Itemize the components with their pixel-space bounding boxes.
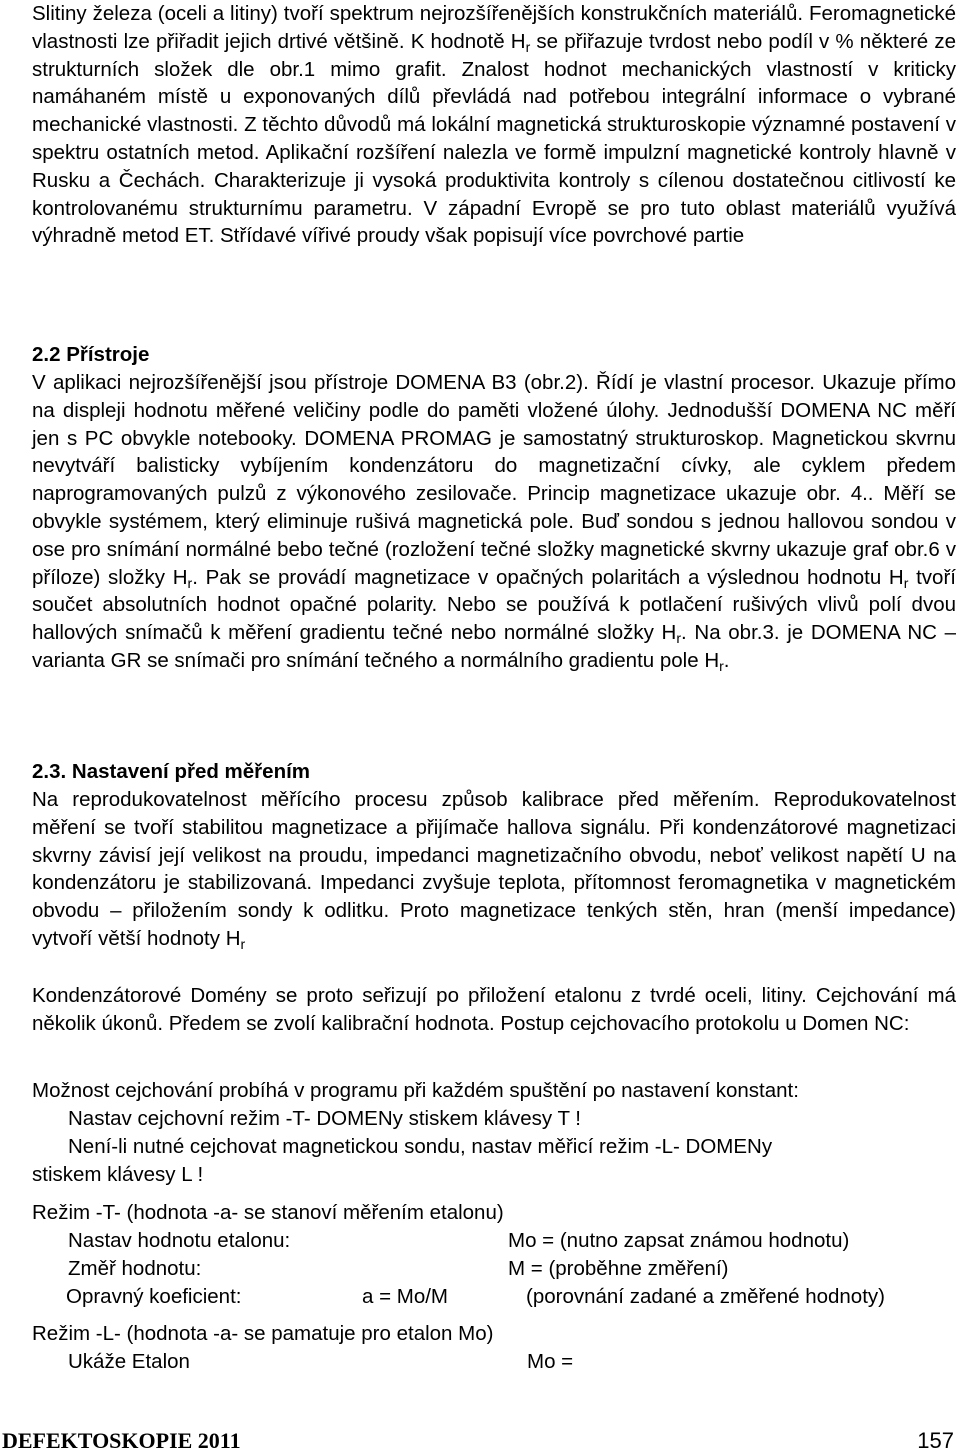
section-2-3-paragraph-1 bbox=[32, 786, 956, 953]
section-2-3-paragraph-3: Možnost cejchování probíhá v programu při každém spuštění po nastavení konstant: bbox=[32, 1079, 799, 1102]
section-2-3-paragraph-2: Kondenzátorové Domény se proto seřizují po přiložení etalonu z tvrdé oceli, litiny. Cejchování má několik úkonů. Předem se zvolí kalibrační hodnota. Postup cejchovacího protokolu u Domen NC: bbox=[32, 984, 956, 1035]
subscript-r: r bbox=[676, 630, 682, 647]
s22-text-1: V aplikaci nejrozšířenější jsou přístroje DOMENA B3 (obr.2). Řídí je vlastní procesor. Ukazuje přímo na displeji hodnotu měřené veličiny podle do paměti vložené úlohy. Jednodušší DOMENA NC měří jen s PC obvykle notebooky. DOMENA PROMAG je samostatný strukturoskop. Magnetickou skvrnu nevytváří balisticky vybíjením kondenzátoru do magnetizační cívky, ale cyklem předem naprogramovaných pulzů z výkonového zesilovače. Princip magnetizace ukazuje obr. 4.. Měří se obvykle systémem, který eliminuje rušivá magnetická pole. Buď sondou s jednou hallovou sondou v ose pro snímání normálné bebo tečné (rozložení tečné složky magnetické skvrny ukazuje graf obr.6 v příloze) složky H bbox=[32, 371, 956, 589]
subscript-r: r bbox=[240, 935, 246, 952]
s22-text-4: . Na obr.3. je DOMENA NC – varianta GR se snímači pro snímání tečného a normálního gradientu pole H bbox=[32, 621, 956, 672]
intro-text-2: se přiřazuje tvrdost nebo podíl v % některé ze strukturních složek dle obr.1 mimo grafit. Znalost hodnot mechanických vlastností v kriticky namáhaném místě u exponovaných dílů převládá nad potřebou integrální informace o vybrané mechanické vlastnosti. Z těchto důvodů má lokální magnetická strukturoskopie významné postavení v spektru ostatních metod. Aplikační rozšíření nalezla ve formě impulzní magnetické kontroly hlavně v Rusku a Čechách. Charakterizuje ji vysoká produktivita kontroly s cílenou dostatečnou citlivostí ke kontrolovanému strukturnímu parametru. V západní Evropě se pro tuto oblast materiálů využívá výhradně metod ET. Střídavé vířivé proudy však popisují více povrchové partie bbox=[32, 29, 956, 248]
subscript-r: r bbox=[187, 574, 193, 591]
mode-t-row-label: Změř hodnotu: bbox=[68, 1257, 202, 1280]
s22-text-3: tvoří součet absolutních hodnot opačné polarity. Nebo se používá k potlačení rušivých vlivů polí dvou hallových snímačů k měření gradientu tečné nebo normálné složky H bbox=[32, 565, 956, 645]
section-2-2-paragraph bbox=[32, 369, 956, 675]
subscript-r: r bbox=[903, 574, 909, 591]
calibration-step-2-continued: stiskem klávesy L ! bbox=[32, 1163, 204, 1186]
calibration-step-1: Nastav cejchovní režim -T- DOMENy stiskem klávesy T ! bbox=[68, 1107, 581, 1130]
s23-text-1: Na reprodukovatelnost měřícího procesu způsob kalibrace před měřením. Reprodukovatelnost měření se tvoří stabilitou magnetizace a přijímače hallova signálu. Při kondenzátorové magnetizaci skvrny závisí její velikost na proudu, impedanci magnetizačního obvodu, neboť velikost napětí U na kondenzátoru je stabilizovaná. Impedanci zvyšuje teplota, přítomnost feromagnetika v magnetickém obvodu – přiložením sondy k odlitku. Proto magnetizace tenkých stěn, hran (menší impedance) vytvoří větší hodnoty H bbox=[32, 788, 956, 950]
s22-text-2: . Pak se provádí magnetizace v opačných polaritách a výslednou hodnotu H bbox=[192, 565, 904, 589]
mode-l-title: Režim -L- (hodnota -a- se pamatuje pro etalon Mo) bbox=[32, 1322, 494, 1345]
subscript-r: r bbox=[719, 657, 724, 674]
calibration-step-2: Není-li nutné cejchovat magnetickou sondu, nastav měřicí režim -L- DOMENy bbox=[68, 1135, 773, 1158]
mode-t-row-label: Nastav hodnotu etalonu: bbox=[68, 1229, 291, 1252]
mode-t-row-value: M = (proběhne změření) bbox=[508, 1257, 729, 1280]
mode-t-row-value: (porovnání zadané a změřené hodnoty) bbox=[526, 1285, 885, 1308]
intro-paragraph bbox=[32, 0, 956, 250]
section-2-3-title: 2.3. Nastavení před měřením bbox=[32, 760, 311, 783]
mode-t-title: Režim -T- (hodnota -a- se stanoví měřením etalonu) bbox=[32, 1201, 504, 1224]
mode-t-row-value: Mo = (nutno zapsat známou hodnotu) bbox=[508, 1229, 850, 1252]
s22-text-5: . bbox=[723, 648, 730, 672]
journal-name: DEFEKTOSKOPIE 2011 bbox=[2, 1428, 241, 1453]
mode-t-row-formula: a = Mo/M bbox=[362, 1285, 449, 1308]
mode-l-row-value: Mo = bbox=[527, 1350, 574, 1373]
section-2-2-title: 2.2 Přístroje bbox=[32, 343, 150, 366]
mode-l-row-label: Ukáže Etalon bbox=[68, 1350, 190, 1373]
intro-text-1: Slitiny železa (oceli a litiny) tvoří spektrum nejrozšířenějších konstrukčních materiálů. Feromagnetické vlastnosti lze přiřadit jejich drtivé většině. K hodnotě H bbox=[32, 2, 956, 53]
subscript-r: r bbox=[525, 38, 531, 55]
page-number: 157 bbox=[917, 1428, 954, 1453]
mode-t-row-label: Opravný koeficient: bbox=[66, 1285, 242, 1308]
